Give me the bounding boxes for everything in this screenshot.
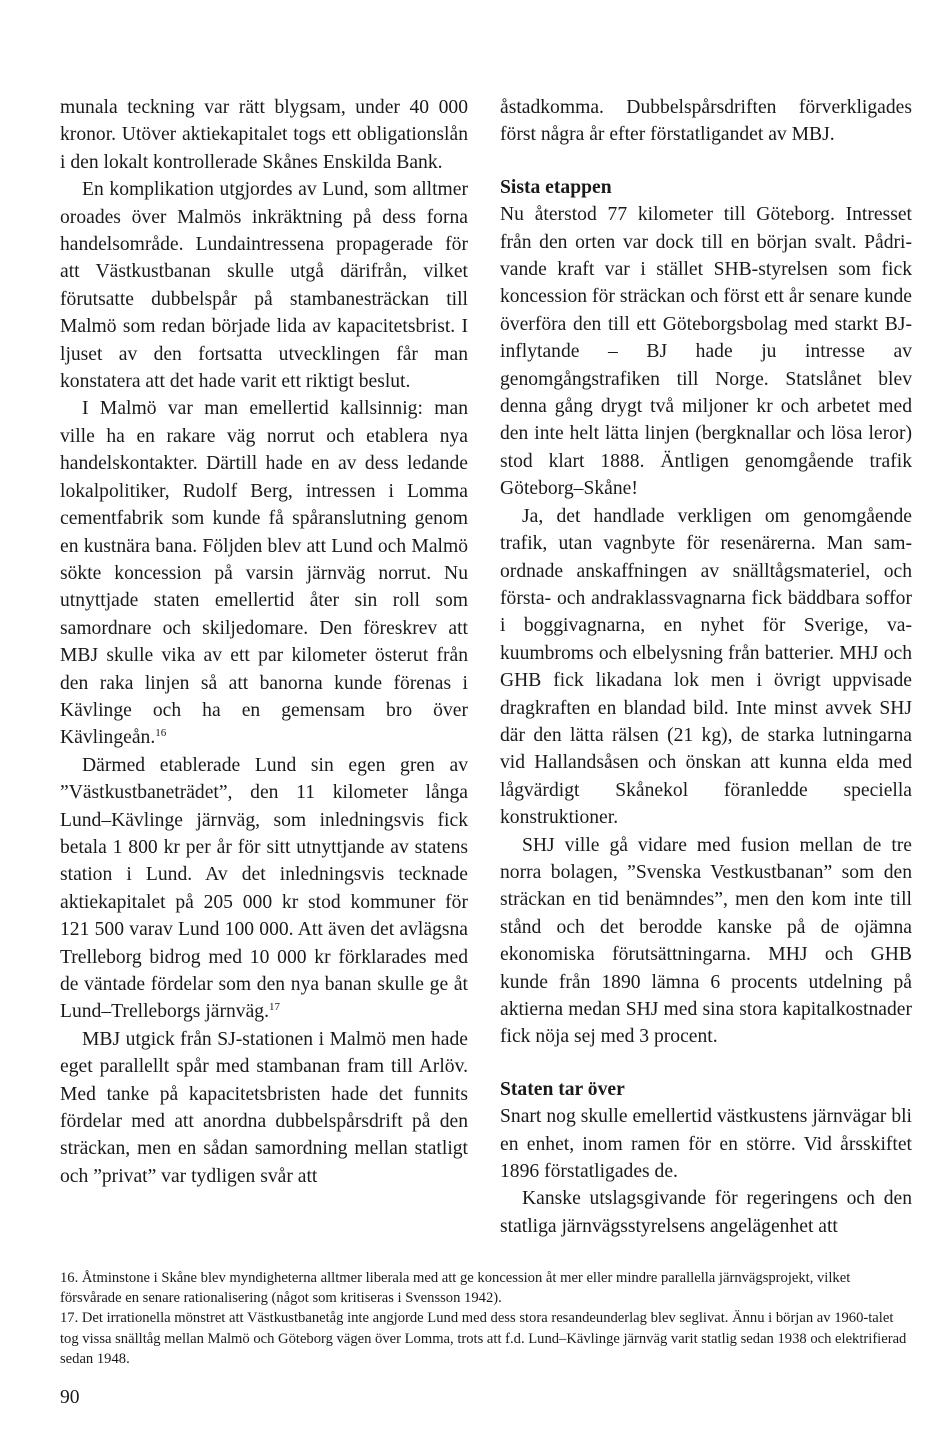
paragraph: munala teckning var rätt blygsam, under 40 000 kronor. Utöver aktiekapitalet togs ett obligationslån i den lokalt kontrollerade Skånes Enskilda Bank.	[60, 97, 468, 173]
paragraph: Nu återstod 77 kilometer till Göteborg. Intresset från den orten var dock till en början svalt. Pådrivande kraft var i stället SHB-styrelsen som fick koncession för sträckan och först ett år senare kunde överföra den till ett Göteborgsbolag med starkt BJ-inflytande – BJ hade ju intresse av genomgångstrafiken till Norge. Statslånet blev denna gång drygt två miljoner kr och arbetet med den inte helt lätta linjen (bergknallar och lösa leror) stod klart 1888. Äntligen genomgående trafik Göteborg–Skåne!	[500, 204, 912, 500]
paragraph-text: I Malmö var man emellertid kallsinnig: man ville ha en rakare väg norrut och etablera nya handelskontakter. Därtill hade en av dess ledande lokalpolitiker, Rudolf Berg, intressen i Lomma cementfabrik som kunde få spåranslutning genom en kustnära bana. Följden blev att Lund och Malmö sökte koncession på varsin järnväg norrut. Nu utnyttjade staten emellertid åter sin roll som samordnare och skiljedomare. Den föreskrev att MBJ skulle vika av ett par kilometer österut från den raka linjen så att banorna kunde förenas i Kävlinge och ha en gemensam bro över Kävlingeån.	[60, 398, 468, 749]
footnote-ref[interactable]: 16	[155, 727, 167, 740]
page-number: 90	[60, 1387, 80, 1408]
section-heading: Sista etappen	[500, 176, 612, 198]
left-column	[60, 94, 468, 1190]
paragraph: åstadkomma. Dubbelspårsdriften förverkligades först några år efter förstatligandet av MBJ.	[500, 97, 912, 146]
footnotes	[60, 1268, 912, 1369]
paragraph: Ja, det handlade verkligen om genomgående trafik, utan vagnbyte för resenärerna. Man samordnade anskaffningen av snälltågsmateriel, och första- och andraklassvagnarna fick bäddbara soffor i boggivagnarna, en nyhet för Sverige, vakuumbroms och elbelysning från batterier. MHJ och GHB fick likadana lok men i övrigt uppvisade dragkraften en blandad bild. Inte minst avvek SHJ där den lätta rälsen (21 kg), de starka lutningarna vid Hallandsåsen och önskan att kunna elda med lågvärdigt Skånekol föranledde speciella konstruktioner.	[500, 505, 912, 829]
section-heading: Staten tar över	[500, 1078, 625, 1100]
paragraph: MBJ utgick från SJ-stationen i Malmö men hade eget parallellt spår med stambanan fram till Arlöv. Med tanke på kapacitetsbristen hade det funnits fördelar med att anordna dubbelspårsdrift på den sträckan, men en sådan samordning mellan statligt och ”privat” var tydligen svår att	[60, 1028, 468, 1187]
paragraph: Snart nog skulle emellertid västkustens järnvägar bli en enhet, inom ramen för en större. Vid årsskiftet 1896 förstatligades de.	[500, 1106, 912, 1183]
paragraph	[60, 752, 468, 1026]
footnote-ref[interactable]: 17	[268, 1001, 280, 1014]
paragraph: En komplikation utgjordes av Lund, som alltmer oroades över Malmös inkräktning på dess forna handelsområde. Lundaintressena propagerade för att Västkustbanan skulle utgå därifrån, vilket förutsatte dubbelspår på stambanesträckan till Malmö som redan började lida av kapacitetsbrist. I ljuset av den fortsatta utvecklingen får man konstatera att det hade varit ett riktigt beslut.	[60, 179, 468, 393]
paragraph-text: Därmed etablerade Lund sin egen gren av ”Västkustbaneträdet”, den 11 kilometer långa Lund–Kävlinge järnväg, som inledningsvis fick betala 1 800 kr per år för sitt utnyttjande av statens station i Lund. Av det inledningsvis tecknade aktiekapitalet på 205 000 kr stod kommuner för 121 500 varav Lund 100 000. Att även det avlägsna Trelleborg bidrog med 10 000 kr förklarades med de väntade fördelar som den nya banan skulle ge åt Lund–Trelleborgs järnväg.	[60, 754, 468, 1023]
paragraph	[60, 395, 468, 751]
paragraph: Kanske utslagsgivande för regeringens och den statliga järnvägsstyrelsens angelägenhet att	[500, 1188, 912, 1237]
footnote: 17. Det irrationella mönstret att Västkustbanetåg inte angjorde Lund med dess stora resandeunderlag blev seglivat. Ännu i början av 1960-talet tog vissa snälltåg mellan Malmö och Göteborg vägen över Lomma, trots att f.d. Lund–Kävlinge järnväg varit statlig sedan 1938 och elektrifierad sedan 1948.	[60, 1310, 907, 1367]
paragraph: SHJ ville gå vidare med fusion mellan de tre norra bolagen, ”Svenska Vestkustbanan” som den sträckan en tid benämndes”, men den kom inte till stånd och det berodde kanske på de ojämna ekonomiska förutsättningarna. MHJ och GHB kunde från 1890 lämna 6 procents utdelning på aktierna medan SHJ med sina stora kapitalkostnader fick nöja sej med 3 procent.	[500, 834, 912, 1048]
right-column	[500, 94, 912, 1240]
footnote: 16. Åtminstone i Skåne blev myndigheterna alltmer liberala med att ge koncession åt mer eller mindre parallella järnvägsprojekt, vilket försvårade en senare rationalisering (något som kritiseras i Svensson 1942).	[60, 1270, 851, 1307]
